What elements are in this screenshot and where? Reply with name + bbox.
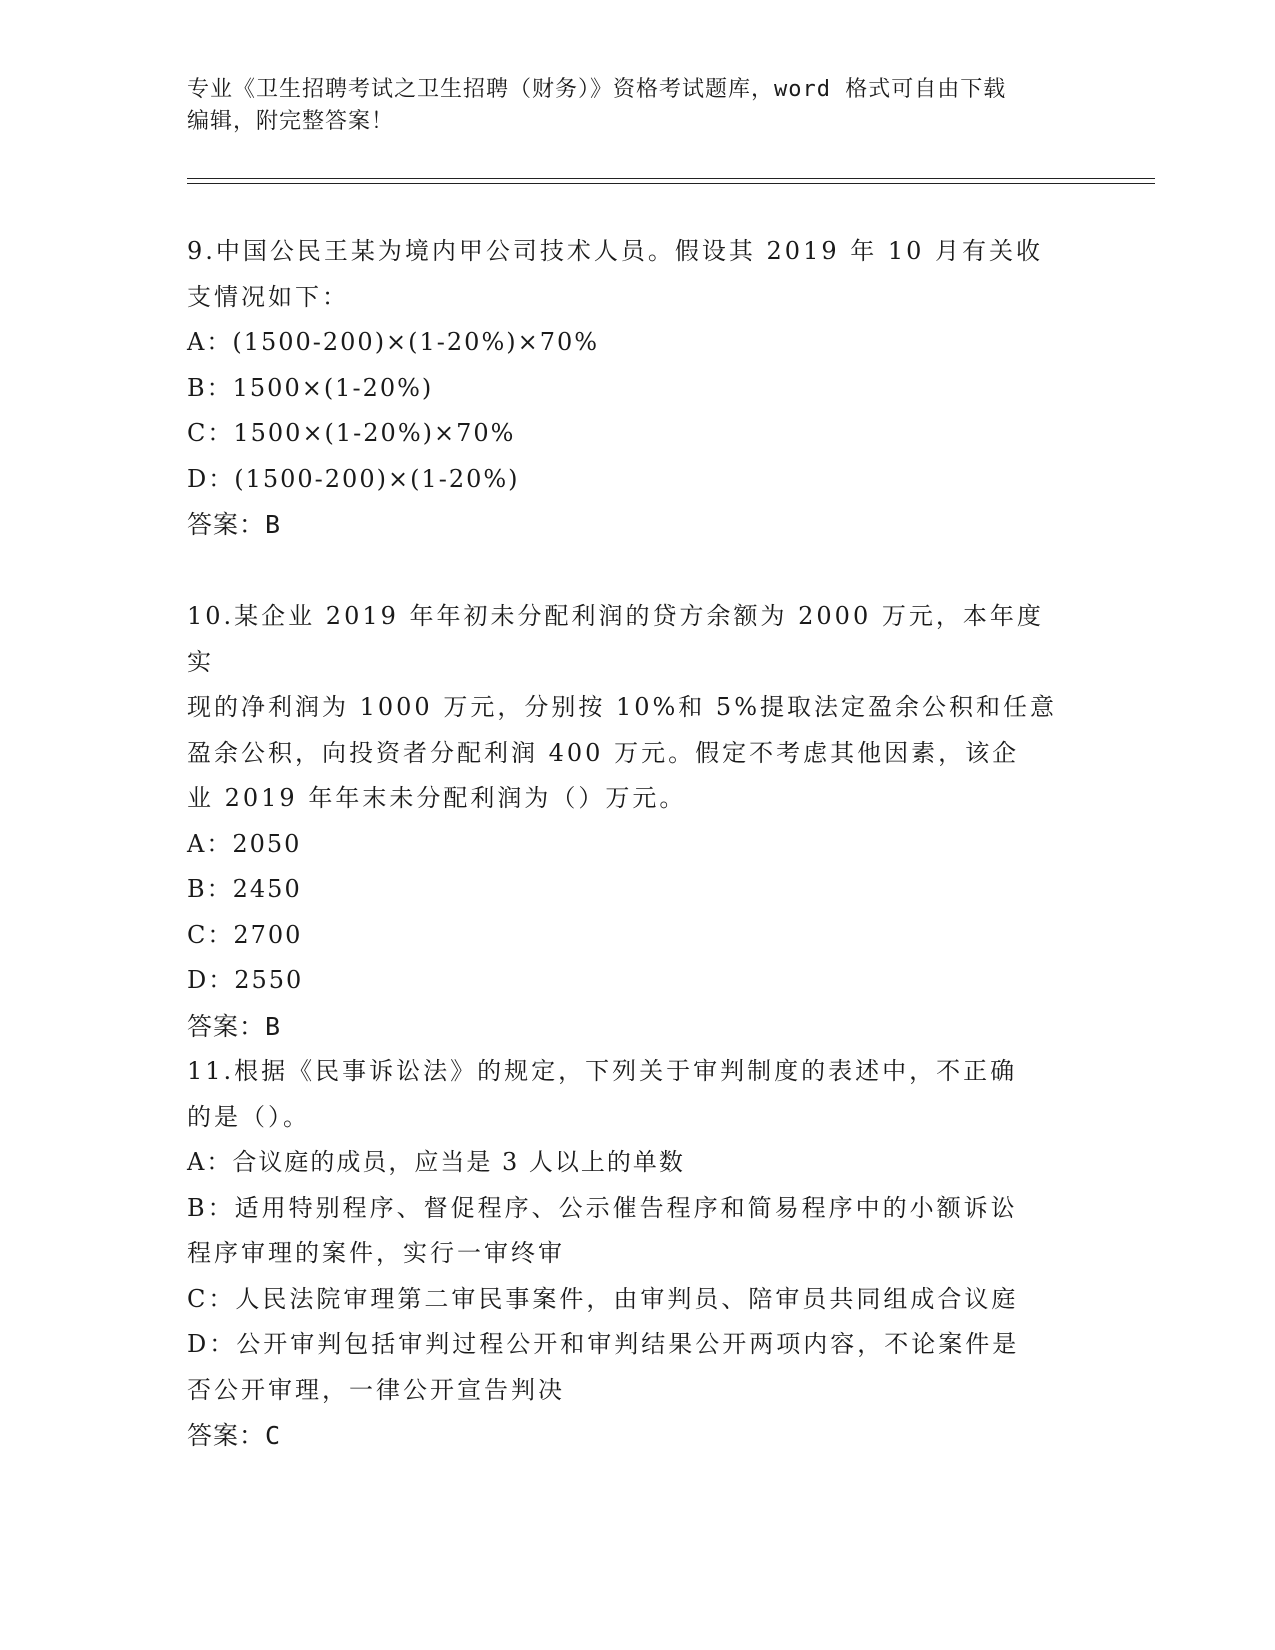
document-header xyxy=(187,74,1067,138)
option-d: D：(1500-200)×(1-20%) xyxy=(187,464,520,493)
answer-line: 答案：B xyxy=(187,510,282,539)
option-d: D：公开审判包括审判过程公开和审判结果公开两项内容，不论案件是 xyxy=(187,1330,1020,1358)
header-divider-top xyxy=(187,178,1155,179)
question-stem-line: 业 2019 年年末未分配利润为（）万元。 xyxy=(187,784,687,812)
header-line-1: 专业《卫生招聘考试之卫生招聘（财务）》资格考试题库，word 格式可自由下载 xyxy=(187,77,1007,102)
option-c: C：2700 xyxy=(187,920,303,949)
option-b: B：适用特别程序、督促程序、公示催告程序和简易程序中的小额诉讼 xyxy=(187,1193,1018,1222)
question-stem-line: 的是（）。 xyxy=(187,1102,310,1131)
option-c: C：1500×(1-20%)×70% xyxy=(187,419,516,447)
question-stem-line: 9.中国公民王某为境内甲公司技术人员。假设其 2019 年 10 月有关收 xyxy=(187,237,1044,265)
option-a: A：2050 xyxy=(187,829,302,858)
option-a: A：(1500-200)×(1-20%)×70% xyxy=(187,328,600,356)
question-stem-line: 盈余公积，向投资者分配利润 400 万元。假定不考虑其他因素，该企 xyxy=(187,738,1020,767)
question-stem-line: 10.某企业 2019 年年初未分配利润的贷方余额为 2000 万元，本年度实 xyxy=(187,602,1044,676)
answer-line: 答案：B xyxy=(187,1011,282,1041)
option-a: A：合议庭的成员，应当是 3 人以上的单数 xyxy=(187,1148,685,1176)
option-b: B：2450 xyxy=(187,875,302,903)
question-stem-line: 支情况如下： xyxy=(187,282,349,311)
option-c: C：人民法院审理第二审民事案件，由审判员、陪审员共同组成合议庭 xyxy=(187,1284,1019,1313)
question-10 xyxy=(187,594,1067,1049)
question-stem-line: 11.根据《民事诉讼法》的规定，下列关于审判制度的表述中，不正确 xyxy=(187,1057,1018,1085)
question-11 xyxy=(187,1049,1067,1459)
option-b: B：1500×(1-20%) xyxy=(187,373,434,402)
option-b-continuation: 程序审理的案件，实行一审终审 xyxy=(187,1239,565,1267)
answer-line: 答案：C xyxy=(187,1421,282,1450)
question-stem-line: 现的净利润为 1000 万元，分别按 10%和 5%提取法定盈余公积和任意 xyxy=(187,693,1058,721)
header-line-2: 编辑，附完整答案！ xyxy=(187,109,395,134)
header-divider-bottom xyxy=(187,183,1155,184)
option-d: D：2550 xyxy=(187,966,304,994)
option-d-continuation: 否公开审理，一律公开宣告判决 xyxy=(187,1375,565,1404)
question-9 xyxy=(187,229,1067,548)
